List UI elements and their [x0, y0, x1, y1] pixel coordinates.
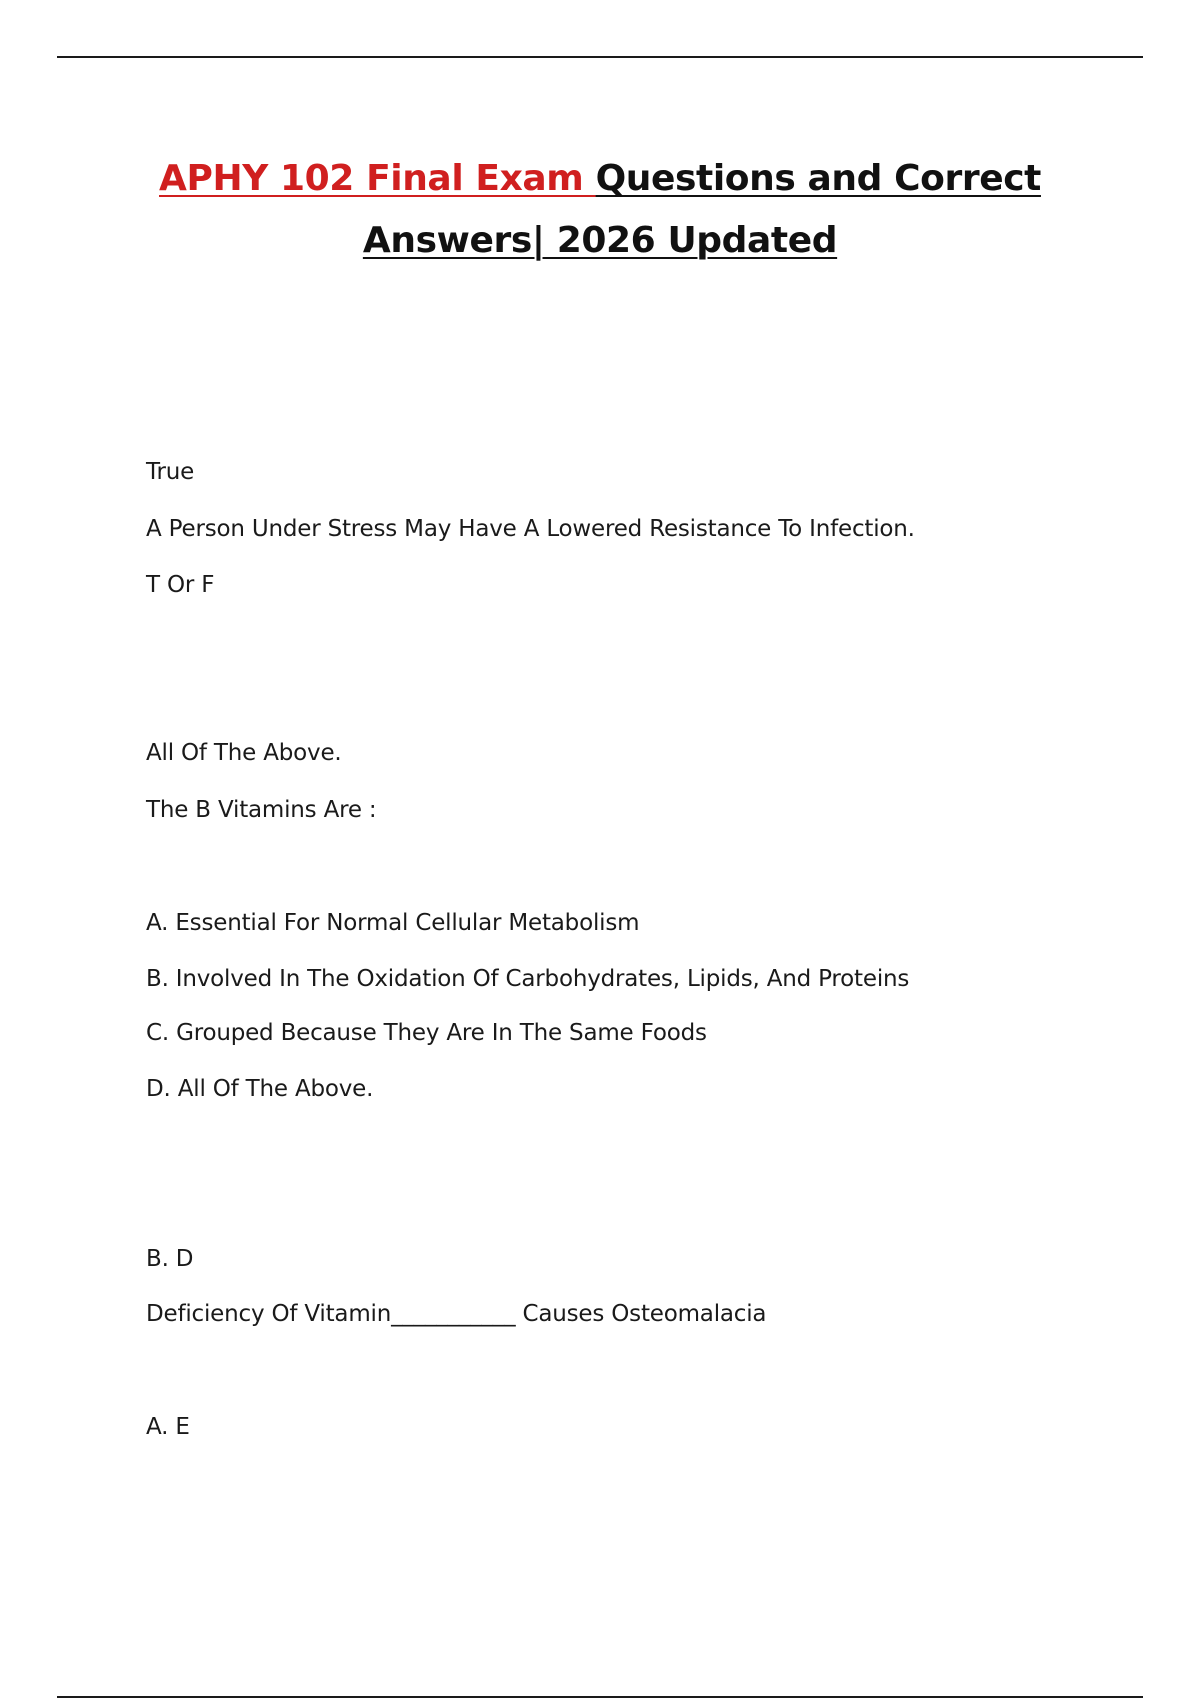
option-text: C. Grouped Because They Are In The Same Foods: [146, 1020, 707, 1046]
answer-text: B. D: [146, 1246, 194, 1272]
option-text: D. All Of The Above.: [146, 1076, 374, 1102]
question-text: T Or F: [146, 572, 215, 598]
answer-text: A. E: [146, 1414, 190, 1440]
footer-rule: [57, 1696, 1143, 1698]
answer-text: All Of The Above.: [146, 740, 342, 766]
title-rest-part-1: Questions and Correct: [595, 158, 1041, 199]
option-text: A. Essential For Normal Cellular Metabolism: [146, 910, 640, 936]
title-course-part: APHY 102 Final Exam: [159, 158, 596, 199]
header-rule: [57, 56, 1143, 58]
option-text: B. Involved In The Oxidation Of Carbohydrates, Lipids, And Proteins: [146, 966, 910, 992]
question-text: The B Vitamins Are :: [146, 797, 377, 823]
question-text: A Person Under Stress May Have A Lowered Resistance To Infection.: [146, 516, 915, 542]
question-text: Deficiency Of Vitamin___________ Causes Osteomalacia: [146, 1301, 767, 1327]
answer-text: True: [146, 459, 195, 485]
title-rest-part-2: Answers| 2026 Updated: [362, 220, 838, 261]
document-title: [120, 148, 1080, 272]
